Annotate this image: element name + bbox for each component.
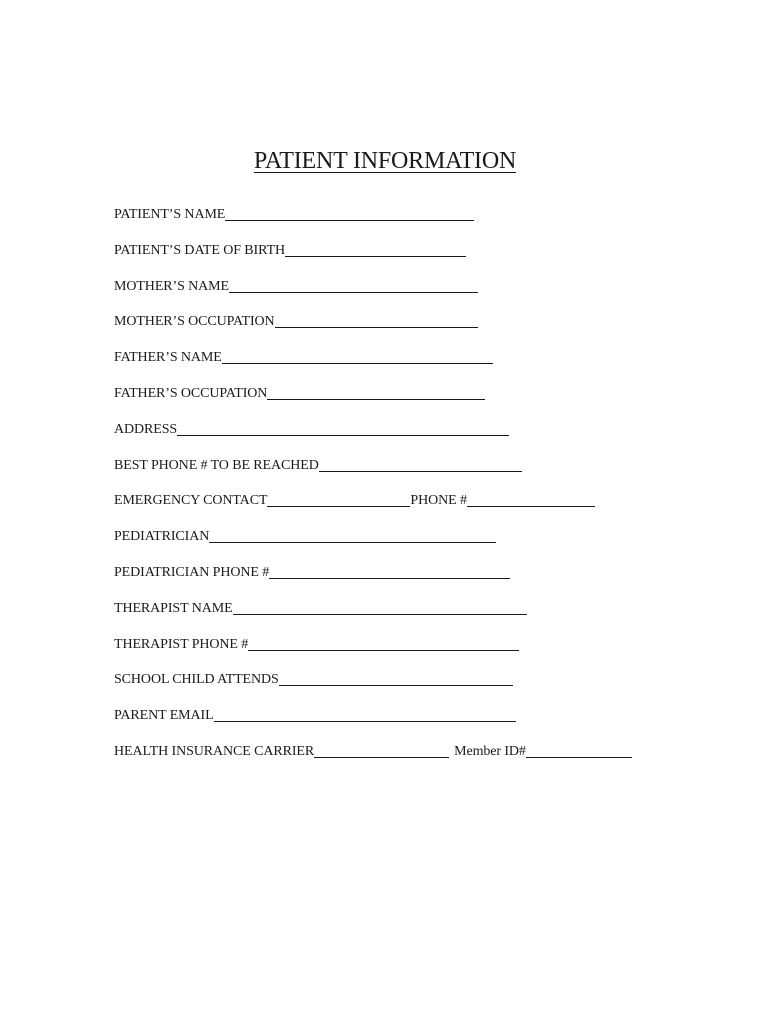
document-title: PATIENT INFORMATION — [253, 148, 517, 174]
field-row-therapist-name — [114, 599, 714, 635]
field-row-address — [114, 420, 714, 456]
field-row-insurance — [114, 742, 714, 778]
member-id-label: Member ID# — [454, 743, 526, 759]
field-row-patient-dob — [114, 241, 714, 277]
therapist-phone-line[interactable] — [248, 635, 519, 651]
mother-name-label: MOTHER’S NAME — [114, 278, 229, 294]
field-row-emergency-contact — [114, 491, 714, 527]
father-name-label: FATHER’S NAME — [114, 350, 222, 366]
emergency-phone-label: PHONE # — [410, 493, 467, 509]
father-occupation-line[interactable] — [267, 384, 485, 400]
therapist-phone-label: THERAPIST PHONE # — [114, 636, 249, 652]
field-row-parent-email — [114, 706, 714, 742]
patient-dob-line[interactable] — [285, 241, 466, 257]
therapist-name-line[interactable] — [233, 599, 527, 615]
mother-name-line[interactable] — [229, 277, 478, 293]
address-line[interactable] — [177, 420, 509, 436]
insurance-carrier-line[interactable] — [314, 742, 449, 758]
therapist-name-label: THERAPIST NAME — [114, 600, 233, 616]
patient-dob-label: PATIENT’S DATE OF BIRTH — [114, 242, 285, 258]
insurance-carrier-label: HEALTH INSURANCE CARRIER — [114, 743, 315, 759]
best-phone-label: BEST PHONE # TO BE REACHED — [114, 457, 319, 473]
field-row-pediatrician — [114, 527, 714, 563]
mother-occupation-label: MOTHER’S OCCUPATION — [114, 314, 275, 330]
parent-email-label: PARENT EMAIL — [114, 708, 214, 724]
school-line[interactable] — [279, 670, 513, 686]
emergency-contact-label: EMERGENCY CONTACT — [114, 493, 268, 509]
field-row-pediatrician-phone — [114, 563, 714, 599]
emergency-contact-line[interactable] — [267, 491, 410, 507]
parent-email-line[interactable] — [214, 706, 516, 722]
field-row-best-phone — [114, 456, 714, 492]
field-row-father-name — [114, 348, 714, 384]
father-name-line[interactable] — [222, 348, 493, 364]
address-label: ADDRESS — [114, 421, 178, 437]
pediatrician-phone-label: PEDIATRICIAN PHONE # — [114, 564, 270, 580]
field-row-mother-occupation — [114, 312, 714, 348]
pediatrician-line[interactable] — [209, 527, 496, 543]
mother-occupation-line[interactable] — [275, 312, 478, 328]
patient-name-label: PATIENT’S NAME — [114, 207, 226, 222]
field-row-therapist-phone — [114, 635, 714, 671]
patient-name-line[interactable] — [225, 205, 474, 221]
field-row-patient-name — [114, 205, 714, 241]
form-fields — [114, 205, 714, 778]
father-occupation-label: FATHER’S OCCUPATION — [114, 385, 268, 401]
pediatrician-phone-line[interactable] — [269, 563, 510, 579]
emergency-phone-line[interactable] — [467, 491, 595, 507]
field-row-father-occupation — [114, 384, 714, 420]
field-row-school — [114, 670, 714, 706]
member-id-line[interactable] — [526, 742, 632, 758]
best-phone-line[interactable] — [319, 456, 522, 472]
school-label: SCHOOL CHILD ATTENDS — [114, 672, 279, 688]
field-row-mother-name — [114, 277, 714, 313]
pediatrician-label: PEDIATRICIAN — [114, 529, 210, 545]
